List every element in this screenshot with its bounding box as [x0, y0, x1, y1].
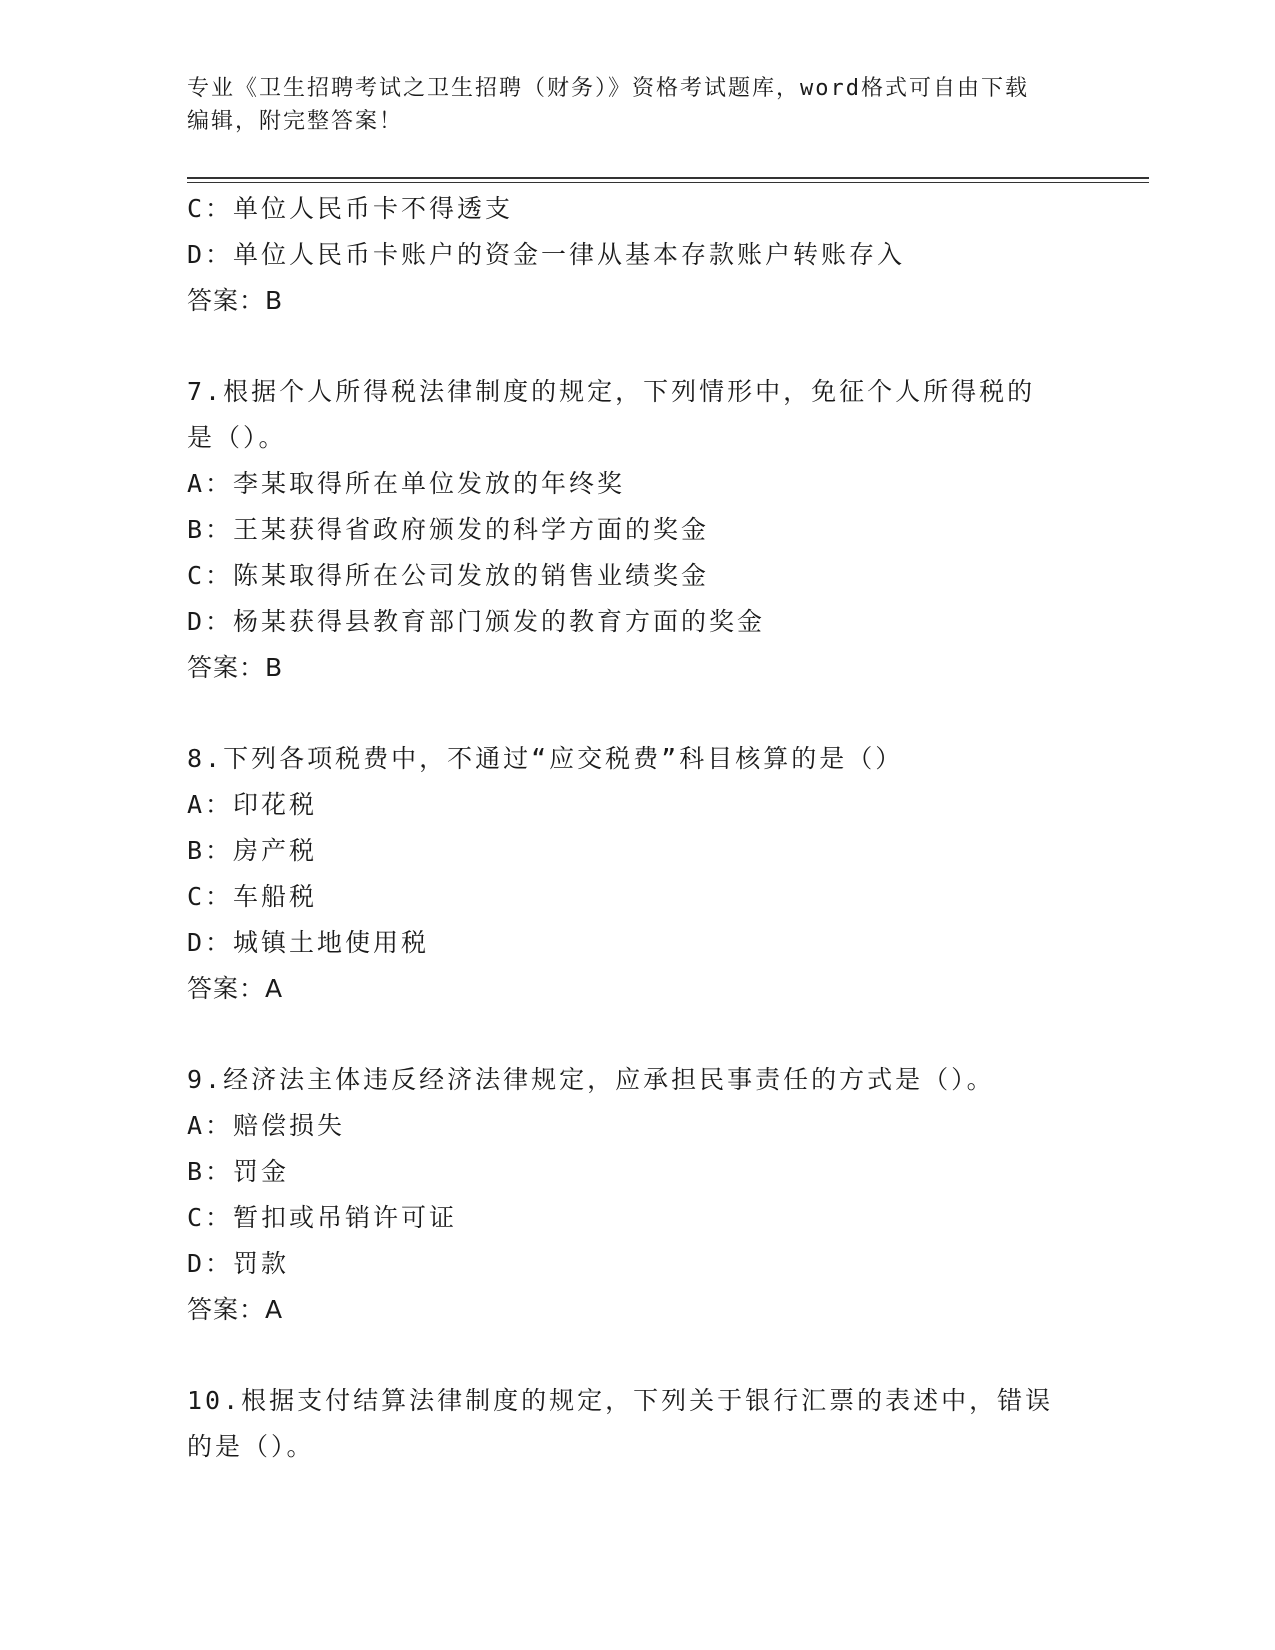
q6-option-c: C：单位人民币卡不得透支 [187, 194, 514, 223]
q8-option-a: A：印花税 [187, 790, 318, 819]
header-line-2: 编辑，附完整答案！ [187, 109, 404, 134]
q10-stem-line-2: 的是（）。 [187, 1432, 315, 1461]
question-9 [187, 1057, 1087, 1333]
q7-option-c: C：陈某取得所在公司发放的销售业绩奖金 [187, 561, 710, 590]
q7-stem-line-1: 7.根据个人所得税法律制度的规定，下列情形中，免征个人所得税的 [187, 377, 1036, 406]
question-6-fragment [187, 186, 1087, 324]
q10-stem-line-1: 10.根据支付结算法律制度的规定，下列关于银行汇票的表述中，错误 [187, 1386, 1054, 1415]
q9-answer: 答案：A [187, 1295, 284, 1324]
q6-option-d: D：单位人民币卡账户的资金一律从基本存款账户转账存入 [187, 240, 906, 269]
q6-answer: 答案：B [187, 286, 284, 315]
q9-option-c: C：暂扣或吊销许可证 [187, 1203, 458, 1232]
header-line-1: 专业《卫生招聘考试之卫生招聘（财务）》资格考试题库，word格式可自由下载 [187, 76, 1029, 101]
q9-option-a: A：赔偿损失 [187, 1111, 346, 1140]
document-header [187, 72, 1067, 138]
q8-option-c: C：车船税 [187, 882, 318, 911]
q9-option-b: B：罚金 [187, 1157, 290, 1186]
spacer [187, 1012, 1087, 1057]
q8-answer: 答案：A [187, 974, 284, 1003]
spacer [187, 324, 1087, 369]
question-list [187, 186, 1087, 1470]
header-divider-thin [187, 182, 1149, 183]
question-10 [187, 1378, 1087, 1470]
q9-option-d: D：罚款 [187, 1249, 290, 1278]
q8-option-b: B：房产税 [187, 836, 318, 865]
q8-stem-line-1: 8.下列各项税费中，不通过“应交税费”科目核算的是（） [187, 744, 904, 773]
spacer [187, 1333, 1087, 1378]
q7-option-d: D：杨某获得县教育部门颁发的教育方面的奖金 [187, 607, 766, 636]
q7-stem-line-2: 是（）。 [187, 423, 287, 452]
q8-option-d: D：城镇土地使用税 [187, 928, 430, 957]
spacer [187, 691, 1087, 736]
q7-option-a: A：李某取得所在单位发放的年终奖 [187, 469, 626, 498]
header-divider-thick [187, 177, 1149, 179]
q9-stem-line-1: 9.经济法主体违反经济法律规定，应承担民事责任的方式是（）。 [187, 1065, 995, 1094]
question-8 [187, 736, 1087, 1012]
question-7 [187, 369, 1087, 691]
q7-answer: 答案：B [187, 653, 284, 682]
q7-option-b: B：王某获得省政府颁发的科学方面的奖金 [187, 515, 710, 544]
